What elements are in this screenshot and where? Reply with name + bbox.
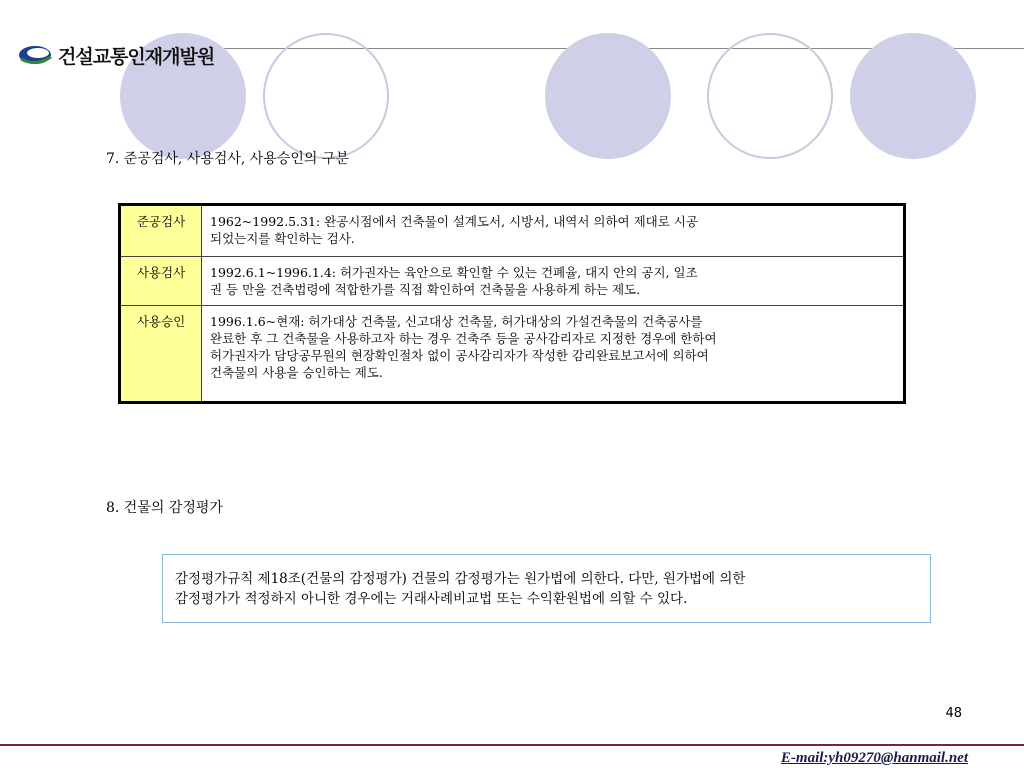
logo — [18, 40, 214, 70]
email-link[interactable]: E-mail:yh09270@hanmail.net — [780, 750, 968, 766]
decor-circle — [545, 33, 671, 159]
table-row — [120, 306, 905, 403]
description-line: 권 등 만을 건축법령에 적합한가를 직접 확인하여 건축물을 사용하게 하는 제도. — [210, 282, 641, 297]
description-line: 되었는지를 확인하는 검사. — [210, 231, 355, 246]
definition-table — [118, 203, 906, 404]
table-row — [120, 205, 905, 257]
description-cell — [202, 306, 905, 403]
appraisal-text-box — [162, 554, 931, 623]
description-line: 완료한 후 그 건축물을 사용하고자 하는 경우 건축주 등을 공사감리자로 지정한 경우에 한하여 — [210, 331, 717, 346]
logo-swoosh-icon — [18, 43, 54, 67]
term-cell: 사용승인 — [120, 306, 202, 403]
footer-rule — [0, 744, 1024, 746]
term-cell: 사용검사 — [120, 257, 202, 306]
decor-circle — [707, 33, 833, 159]
description-line: 1996.1.6~현재: 허가대상 건축물, 신고대상 건축물, 허가대상의 가설건축물의 건축공사를 — [210, 314, 703, 329]
description-line: 건축물의 사용을 승인하는 제도. — [210, 365, 383, 380]
description-line: 1962~1992.5.31: 완공시점에서 건축물이 설계도서, 시방서, 내역서 의하여 제대로 시공 — [210, 214, 698, 229]
logo-text: 건설교통인재개발원 — [58, 45, 215, 68]
description-line: 1992.6.1~1996.1.4: 허가권자는 육안으로 확인할 수 있는 건폐율, 대지 안의 공지, 일조 — [210, 265, 698, 280]
description-cell — [202, 205, 905, 257]
decor-circle — [850, 33, 976, 159]
term-cell: 준공검사 — [120, 205, 202, 257]
decor-circle — [263, 33, 389, 159]
section-heading: 8. 건물의 감정평가 — [106, 500, 223, 516]
description-cell — [202, 257, 905, 306]
appraisal-line: 감정평가가 적정하지 아니한 경우에는 거래사례비교법 또는 수익환원법에 의할 수 있다. — [175, 591, 688, 607]
page-number: 48 — [945, 706, 962, 721]
description-line: 허가권자가 담당공무원의 현장확인절차 없이 공사감리자가 작성한 감리완료보고서에 의하여 — [210, 348, 709, 363]
table-row — [120, 257, 905, 306]
section-heading: 7. 준공검사, 사용검사, 사용승인의 구분 — [106, 151, 349, 167]
appraisal-line: 감정평가규칙 제18조(건물의 감정평가) 건물의 감정평가는 원가법에 의한다. 다만, 원가법에 의한 — [175, 571, 746, 587]
